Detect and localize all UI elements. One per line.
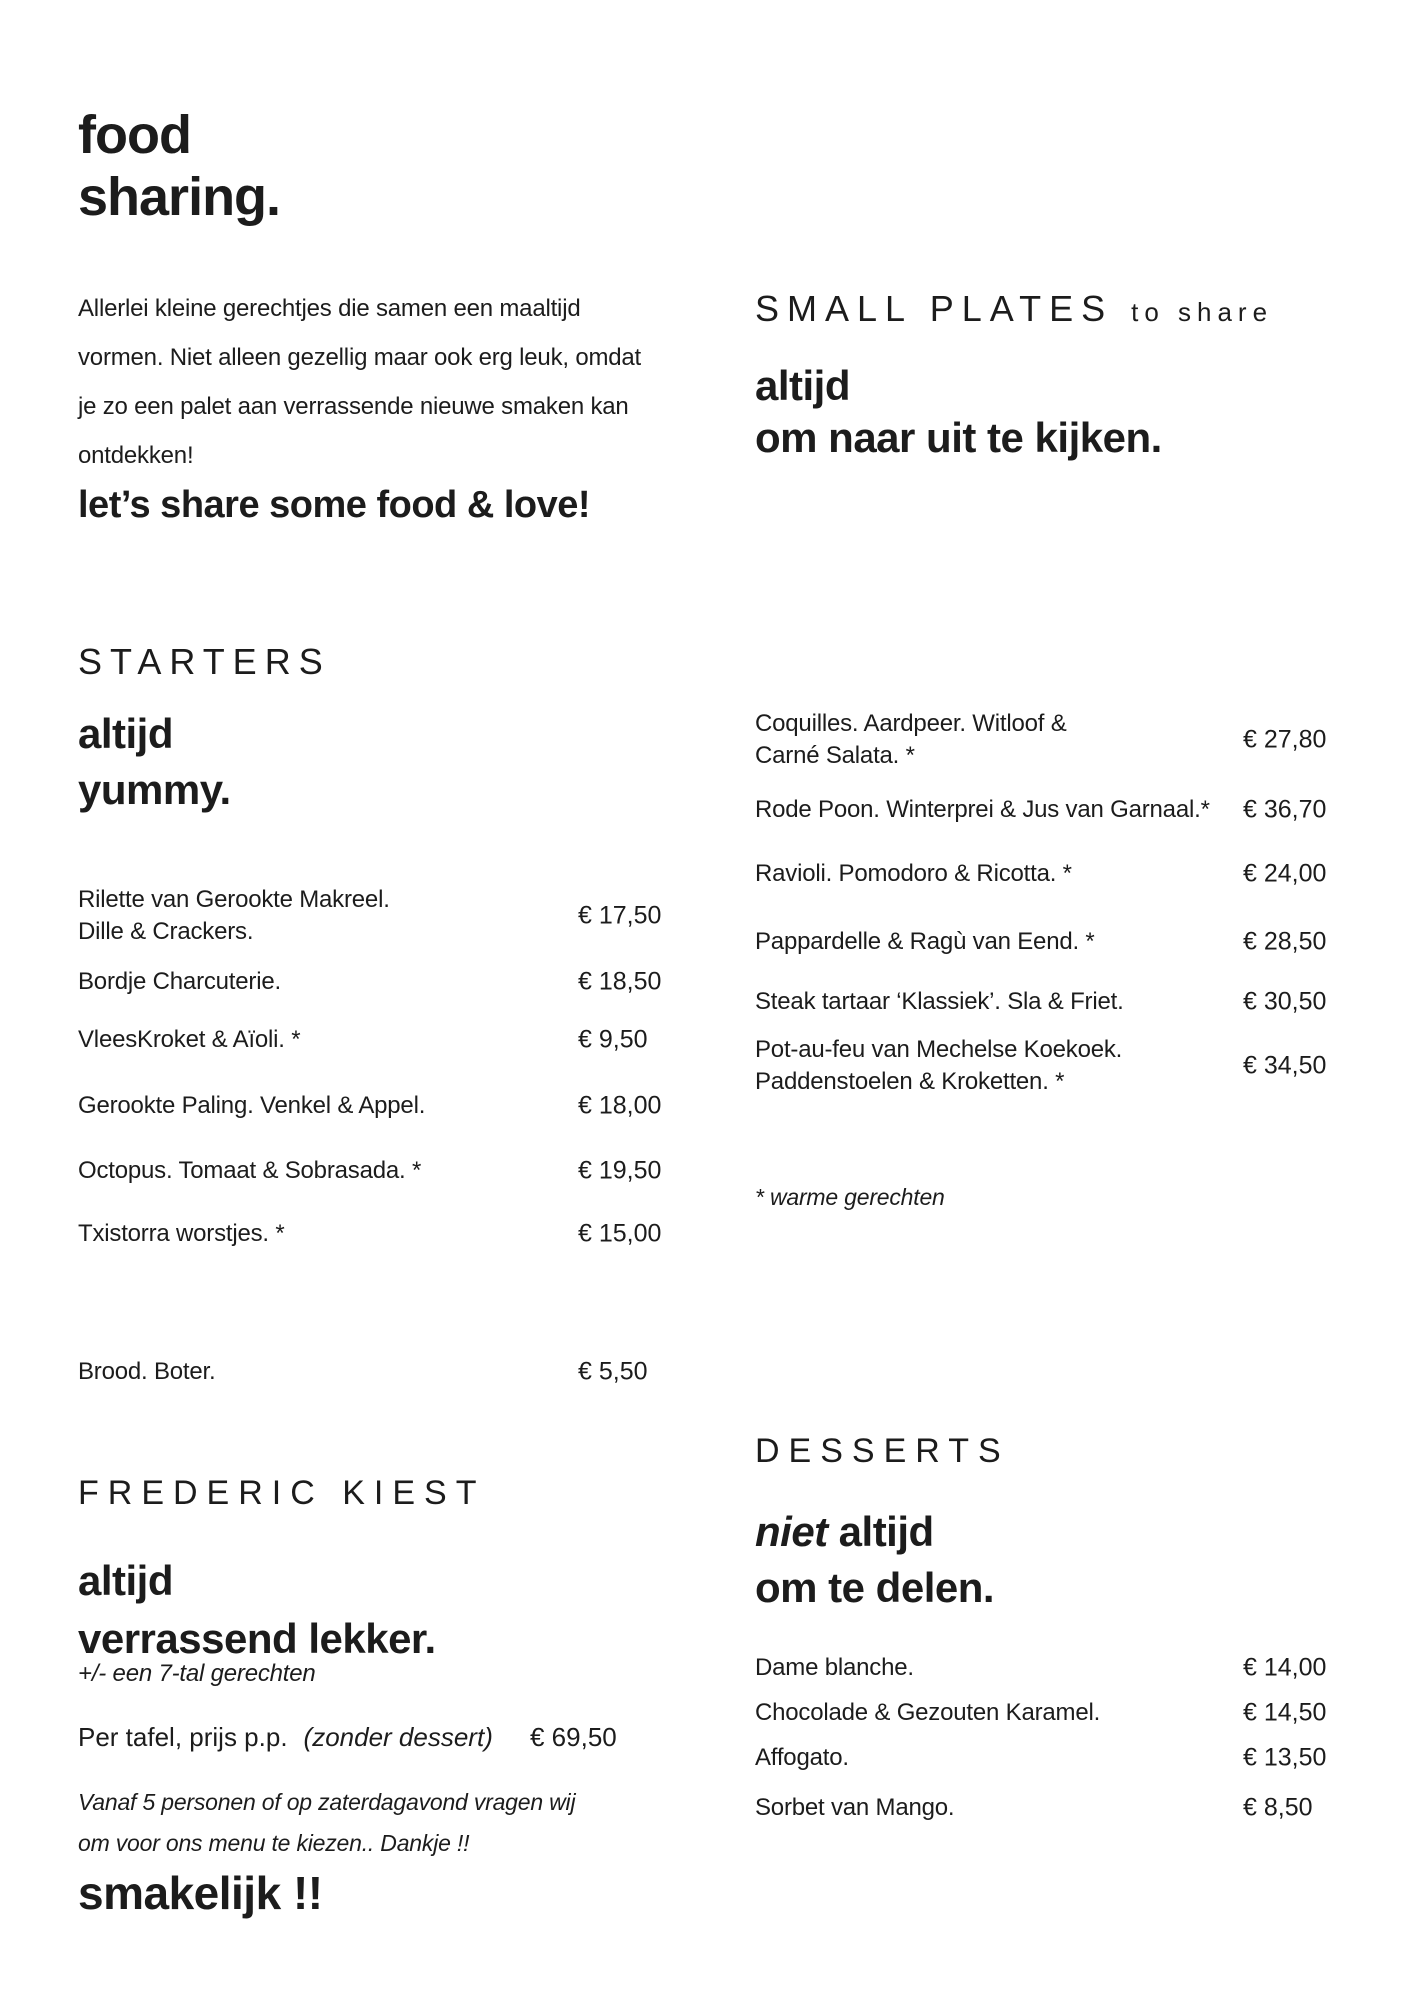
small-plates-subtitle xyxy=(755,360,1162,464)
menu-item-name: Steak tartaar ‘Klassiek’. Sla & Friet. xyxy=(755,988,1124,1015)
menu-item-row xyxy=(755,1652,1375,1684)
chef-price-label-italic: (zonder dessert) xyxy=(303,1722,493,1752)
chef-heading: FREDERIC KIEST xyxy=(78,1474,486,1512)
closing-text: smakelijk !! xyxy=(78,1867,323,1919)
menu-item-row xyxy=(78,1155,678,1187)
starters-subtitle-line1: altijd xyxy=(78,710,174,757)
menu-item-name: VleesKroket & Aïoli. * xyxy=(78,1026,301,1053)
menu-item-row xyxy=(755,1742,1375,1774)
menu-item-row xyxy=(755,794,1375,826)
menu-item-price: € 27,80 xyxy=(1243,725,1327,754)
menu-item-price: € 5,50 xyxy=(578,1357,648,1386)
chef-note: +/- een 7-tal gerechten xyxy=(78,1660,316,1687)
page-title-line1: food xyxy=(78,105,191,165)
menu-item-row xyxy=(755,1697,1375,1729)
menu-item-row xyxy=(78,1024,678,1056)
chef-price: € 69,50 xyxy=(530,1722,617,1752)
desserts-subtitle xyxy=(755,1504,994,1616)
menu-item-row xyxy=(755,858,1375,890)
page-title xyxy=(78,104,280,228)
menu-item-name: Gerookte Paling. Venkel & Appel. xyxy=(78,1092,426,1119)
menu-item-price: € 9,50 xyxy=(578,1025,648,1054)
intro-line: vormen. Niet alleen gezellig maar ook erg leuk, omdat xyxy=(78,344,642,371)
small-plates-subtitle-line2: om naar uit te kijken. xyxy=(755,414,1162,461)
menu-item-name: Coquilles. Aardpeer. Witloof & Carné Salata. * xyxy=(755,710,1067,769)
chef-subtitle-line1: altijd xyxy=(78,1557,174,1604)
chef-notice-line2: om voor ons menu te kiezen.. Dankje !! xyxy=(78,1830,470,1856)
chef-price-row xyxy=(78,1722,678,1753)
menu-item-price: € 18,50 xyxy=(578,967,662,996)
menu-item-price: € 24,00 xyxy=(1243,859,1327,888)
tagline: let’s share some food & love! xyxy=(78,484,591,526)
page-title-line2: sharing. xyxy=(78,167,281,227)
menu-item-price: € 18,00 xyxy=(578,1091,662,1120)
desserts-subtitle-line1 xyxy=(755,1504,994,1560)
desserts-subtitle-rest: altijd xyxy=(838,1508,934,1555)
small-plates-heading-suffix: to share xyxy=(1131,297,1274,327)
menu-item-name: Sorbet van Mango. xyxy=(755,1794,955,1821)
chef-notice-line1: Vanaf 5 personen of op zaterdagavond vragen wij xyxy=(78,1789,576,1815)
desserts-subtitle-line2: om te delen. xyxy=(755,1564,995,1611)
menu-item-name: Dame blanche. xyxy=(755,1654,914,1681)
starters-item-list xyxy=(78,884,678,1250)
menu-item-name: Affogato. xyxy=(755,1744,849,1771)
starters-subtitle xyxy=(78,706,231,818)
menu-item-name: Bordje Charcuterie. xyxy=(78,968,281,995)
warm-dishes-footnote: * warme gerechten xyxy=(755,1184,945,1210)
small-plates-item-list xyxy=(755,708,1375,1098)
menu-item-name: Pappardelle & Ragù van Eend. * xyxy=(755,928,1095,955)
intro-paragraph xyxy=(78,284,678,480)
desserts-item-list xyxy=(755,1652,1375,1824)
menu-item-name: Octopus. Tomaat & Sobrasada. * xyxy=(78,1157,422,1184)
menu-item-row xyxy=(78,1218,678,1250)
menu-item-row xyxy=(78,966,678,998)
chef-notice xyxy=(78,1782,575,1864)
bread-item-list xyxy=(78,1356,678,1388)
menu-item-price: € 28,50 xyxy=(1243,927,1327,956)
desserts-subtitle-italic: niet xyxy=(755,1508,828,1555)
menu-item-price: € 8,50 xyxy=(1243,1793,1313,1822)
desserts-heading: DESSERTS xyxy=(755,1432,1010,1470)
menu-item-name: Rode Poon. Winterprei & Jus van Garnaal.* xyxy=(755,796,1210,823)
small-plates-heading-row xyxy=(755,288,1273,330)
menu-item-price: € 13,50 xyxy=(1243,1743,1327,1772)
menu-item-name: Txistorra worstjes. * xyxy=(78,1220,285,1247)
menu-item-price: € 19,50 xyxy=(578,1156,662,1185)
menu-item-row xyxy=(755,986,1375,1018)
menu-item-price: € 14,00 xyxy=(1243,1653,1327,1682)
menu-item-price: € 36,70 xyxy=(1243,795,1327,824)
small-plates-subtitle-line1: altijd xyxy=(755,362,851,409)
menu-item-price: € 15,00 xyxy=(578,1219,662,1248)
intro-line: je zo een palet aan verrassende nieuwe smaken kan xyxy=(78,393,629,420)
menu-item-price: € 17,50 xyxy=(578,901,662,930)
intro-line: Allerlei kleine gerechtjes die samen een maaltijd xyxy=(78,295,581,322)
menu-item-row xyxy=(755,926,1375,958)
chef-subtitle xyxy=(78,1552,436,1668)
intro-line: ontdekken! xyxy=(78,442,194,469)
starters-heading: STARTERS xyxy=(78,641,331,682)
menu-item-name: Rilette van Gerookte Makreel. Dille & Crackers. xyxy=(78,886,390,945)
menu-item-row xyxy=(755,1034,1375,1098)
menu-item-row xyxy=(78,884,678,948)
menu-item-name: Pot-au-feu van Mechelse Koekoek. Paddenstoelen & Kroketten. * xyxy=(755,1036,1123,1095)
menu-item-name: Brood. Boter. xyxy=(78,1358,216,1385)
menu-item-row xyxy=(78,1090,678,1122)
menu-item-name: Chocolade & Gezouten Karamel. xyxy=(755,1699,1101,1726)
chef-subtitle-line2: verrassend lekker. xyxy=(78,1615,436,1662)
menu-item-row xyxy=(78,1356,678,1388)
starters-subtitle-line2: yummy. xyxy=(78,766,231,813)
menu-item-name: Ravioli. Pomodoro & Ricotta. * xyxy=(755,860,1072,887)
menu-item-row xyxy=(755,1792,1375,1824)
menu-item-price: € 34,50 xyxy=(1243,1051,1327,1080)
small-plates-heading: SMALL PLATES xyxy=(755,288,1114,329)
menu-item-row xyxy=(755,708,1375,772)
chef-price-label: Per tafel, prijs p.p. xyxy=(78,1722,288,1752)
menu-item-price: € 30,50 xyxy=(1243,987,1327,1016)
menu-item-price: € 14,50 xyxy=(1243,1698,1327,1727)
